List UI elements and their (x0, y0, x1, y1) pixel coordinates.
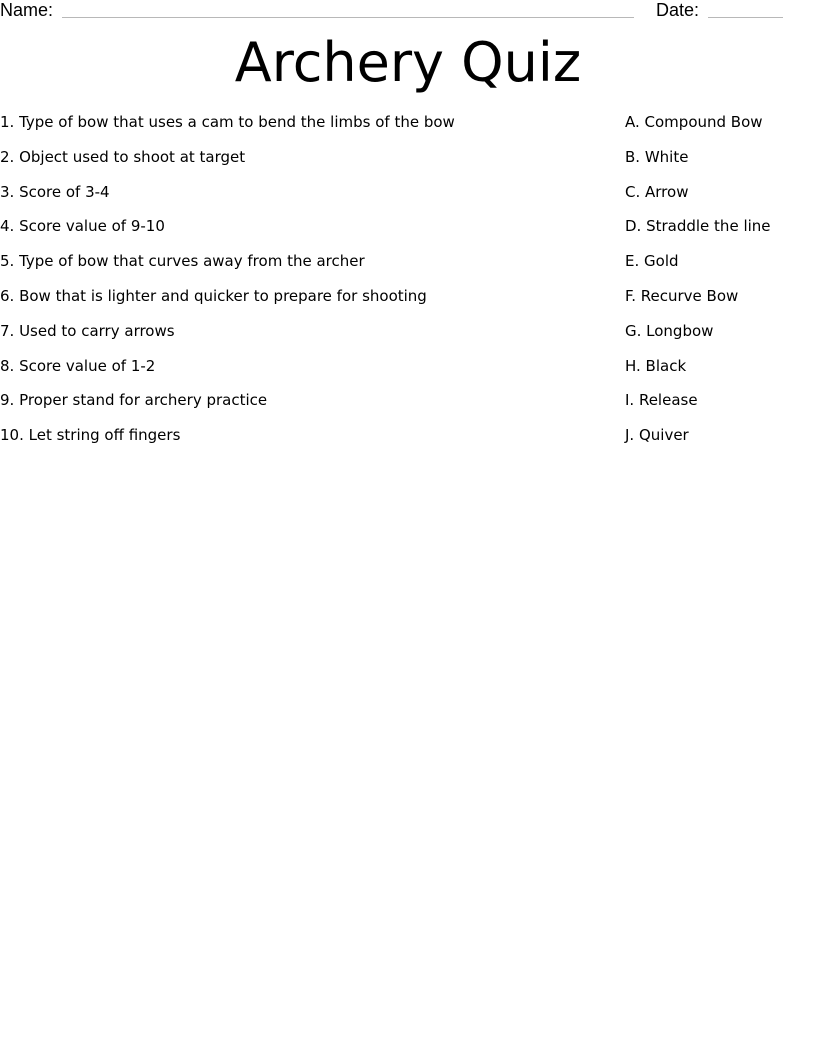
answer-item: F. Recurve Bow (625, 286, 739, 305)
answer-item: D. Straddle the line (625, 217, 771, 236)
date-label: Date: (656, 0, 700, 20)
question-item: 2. Object used to shoot at target (0, 147, 246, 166)
answer-item: J. Quiver (625, 426, 689, 445)
answer-item: C. Arrow (625, 182, 689, 201)
question-item: 7. Used to carry arrows (0, 321, 175, 340)
answer-item: G. Longbow (625, 321, 714, 340)
questions-list (0, 112, 600, 460)
answer-item: I. Release (625, 391, 698, 410)
worksheet-header (0, 0, 816, 24)
question-item: 10. Let string off fingers (0, 426, 181, 445)
answer-item: A. Compound Bow (625, 113, 763, 131)
answers-list (625, 112, 816, 460)
question-item: 1. Type of bow that uses a cam to bend the limbs of the bow (0, 113, 455, 131)
question-item: 3. Score of 3-4 (0, 182, 110, 201)
question-item: 5. Type of bow that curves away from the archer (0, 252, 365, 271)
date-field-line[interactable] (708, 17, 783, 18)
question-item: 6. Bow that is lighter and quicker to prepare for shooting (0, 286, 427, 305)
page-title: Archery Quiz (234, 31, 582, 94)
answer-item: B. White (625, 147, 689, 166)
answer-item: E. Gold (625, 252, 679, 271)
question-item: 9. Proper stand for archery practice (0, 391, 268, 410)
answer-item: H. Black (625, 356, 687, 375)
name-label: Name: (0, 0, 54, 20)
question-item: 4. Score value of 9-10 (0, 217, 165, 236)
name-field-line[interactable] (62, 17, 634, 18)
question-item: 8. Score value of 1-2 (0, 356, 156, 375)
